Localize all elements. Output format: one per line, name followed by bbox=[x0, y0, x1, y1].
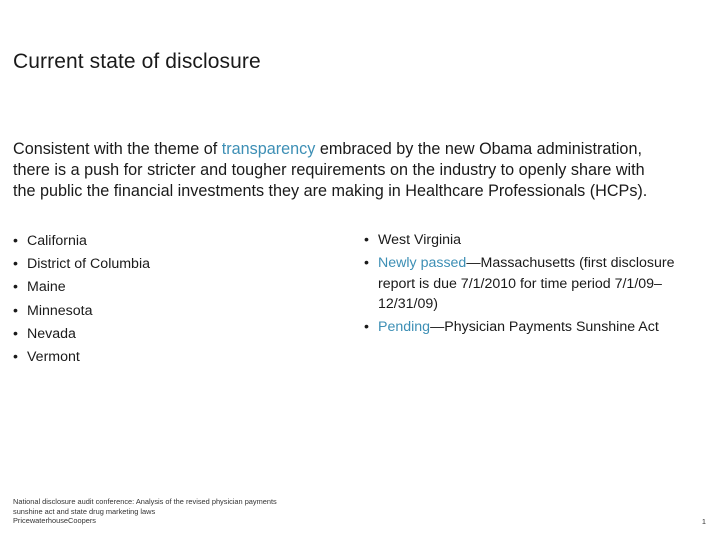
list-item bbox=[13, 230, 333, 253]
pending-label: Pending bbox=[378, 319, 431, 335]
pending-text: —Physician Payments Sunshine Act bbox=[430, 319, 659, 335]
intro-paragraph bbox=[13, 139, 653, 202]
page-number: 1 bbox=[701, 517, 706, 526]
bullet-icon: • bbox=[364, 232, 369, 248]
states-list-left bbox=[13, 230, 333, 369]
list-item bbox=[13, 253, 333, 276]
list-item bbox=[364, 317, 714, 338]
bullet-icon: • bbox=[364, 255, 369, 271]
state-label: Maine bbox=[27, 279, 66, 296]
newly-passed-text: —Massachusetts (first disclosure report is due 7/1/2010 for time period 7/1/09–12/31/09) bbox=[378, 255, 675, 312]
footer bbox=[13, 497, 373, 526]
footer-conference-line2: sunshine act and state drug marketing laws bbox=[13, 506, 156, 516]
state-label: California bbox=[27, 233, 87, 249]
state-label: West Virginia bbox=[378, 232, 462, 248]
bullet-icon: • bbox=[13, 349, 18, 366]
state-label: Vermont bbox=[27, 349, 80, 366]
states-list-right bbox=[364, 230, 714, 340]
list-item bbox=[364, 253, 714, 315]
list-item bbox=[13, 300, 333, 323]
list-item bbox=[13, 346, 333, 369]
bullet-icon: • bbox=[364, 319, 369, 335]
state-label: Nevada bbox=[27, 325, 76, 342]
intro-text-before: Consistent with the theme of bbox=[13, 140, 222, 158]
footer-company: PricewaterhouseCoopers bbox=[13, 516, 96, 526]
list-item bbox=[13, 323, 333, 346]
intro-highlight-transparency: transparency bbox=[221, 140, 316, 158]
bullet-icon: • bbox=[13, 302, 18, 319]
state-label: District of Columbia bbox=[27, 256, 150, 273]
bullet-icon: • bbox=[13, 325, 18, 342]
intro-text-after: embraced by the new Obama administration, there is a push for stricter and tougher requirements on the industry to openly share with the public the financial investments they are making in Healthcare Professionals (HCPs). bbox=[13, 140, 648, 200]
newly-passed-label: Newly passed bbox=[378, 255, 467, 271]
list-item bbox=[364, 230, 714, 251]
footer-conference-line1: National disclosure audit conference: Analysis of the revised physician payments bbox=[13, 497, 277, 506]
bullet-icon: • bbox=[13, 233, 18, 249]
bullet-icon: • bbox=[13, 256, 18, 273]
state-label: Minnesota bbox=[27, 302, 93, 319]
slide-title: Current state of disclosure bbox=[13, 50, 261, 73]
bullet-icon: • bbox=[13, 279, 18, 296]
list-item bbox=[13, 276, 333, 299]
